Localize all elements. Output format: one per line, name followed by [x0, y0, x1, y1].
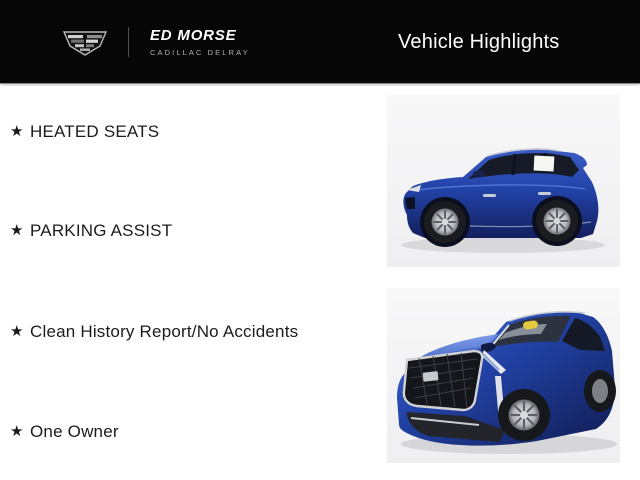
- star-icon: ★: [10, 123, 24, 140]
- cadillac-crest-icon: [62, 27, 108, 57]
- highlight-label: Clean History Report/No Accidents: [30, 322, 299, 341]
- star-icon: ★: [10, 423, 24, 440]
- dealer-logo: [62, 27, 250, 57]
- star-icon: ★: [10, 222, 24, 239]
- header-bar: [0, 0, 640, 83]
- highlight-item-one-owner: [10, 421, 119, 443]
- dealer-subtitle: CADILLAC DELRAY: [150, 47, 250, 57]
- front-view-car-illustration: [387, 288, 620, 463]
- dealer-name: ED MORSE: [150, 26, 237, 44]
- star-icon: ★: [10, 323, 24, 340]
- highlight-item-parking-assist: [10, 220, 172, 242]
- highlight-label: HEATED SEATS: [30, 122, 160, 141]
- dealer-brand-text: [150, 28, 250, 57]
- highlight-label: PARKING ASSIST: [30, 221, 173, 240]
- highlight-label: One Owner: [30, 422, 119, 441]
- page-title: Vehicle Highlights: [398, 31, 560, 53]
- side-view-car-illustration: [387, 95, 620, 267]
- vehicle-photo-side: [387, 95, 620, 267]
- highlight-item-clean-history: [10, 321, 298, 343]
- vehicle-photo-front: [387, 288, 620, 463]
- highlight-item-heated-seats: [10, 121, 159, 143]
- logo-divider: [128, 27, 129, 57]
